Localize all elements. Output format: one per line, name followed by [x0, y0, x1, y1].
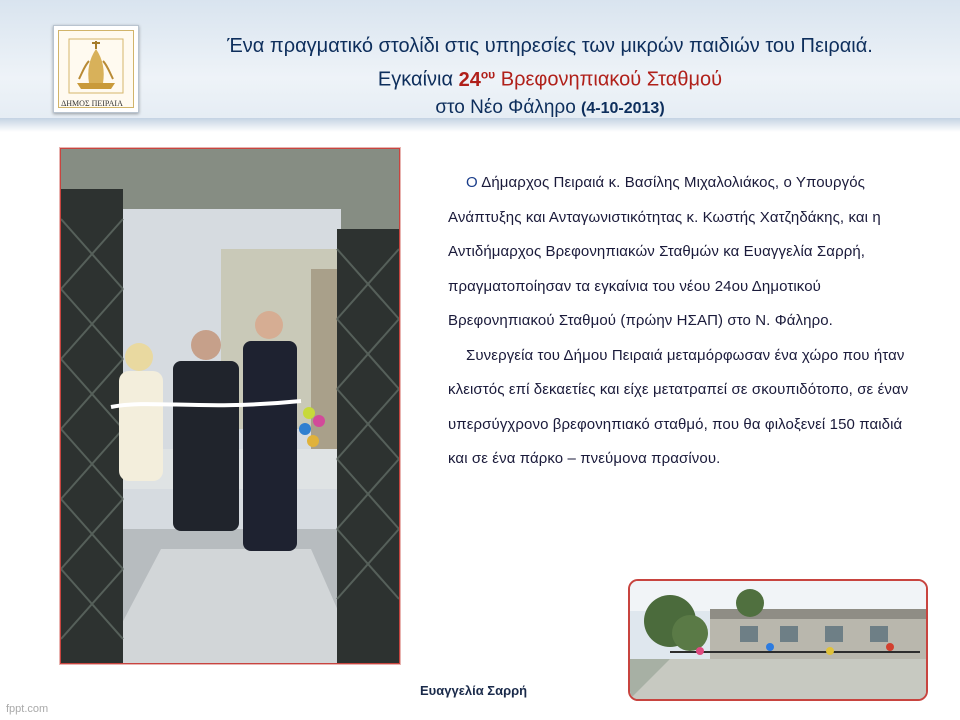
municipality-seal-icon — [58, 30, 134, 108]
title-line-2-prefix: Εγκαίνια — [377, 68, 454, 91]
paragraph-1 — [448, 166, 918, 339]
watermark: fppt.com — [6, 703, 49, 715]
photo-caption: Ευαγγελία Σαρρή — [420, 683, 528, 698]
title-line-3 — [150, 94, 950, 123]
title-line-2-number: $24^{o\upsilon}$ — [458, 67, 496, 91]
title-date: (4-10-2013) — [581, 99, 665, 117]
title-line-2-suffix: Βρεφονηπιακού Σταθμού — [500, 68, 723, 91]
title-line-1: Ένα πραγματικό στολίδι στις υπηρεσίες των μικρών παιδιών του Πειραιά. — [227, 35, 873, 57]
logo-caption: ΔΗΜΟΣ ΠΕΙΡΑΙΑ — [61, 99, 123, 108]
paragraph-2 — [448, 339, 918, 477]
ribbon-cutting-photo — [60, 148, 400, 664]
title-line-3-prefix: στο Νέο Φάληρο — [435, 96, 576, 118]
article-text — [448, 166, 918, 477]
page-title — [150, 32, 950, 123]
title-line-2 — [150, 60, 950, 94]
paragraph-1-text: Δήμαρχος Πειραιά κ. Βασίλης Μιχαλολιάκος, ο Υπουργός Ανάπτυξης και Ανταγωνιστικότητας κ. Κωστής Χατζηδάκης, και η Αντιδήμαρχος Βρεφονηπιακών Σταθμών κα Ευαγγελία Σαρρή, πραγματοποίησαν τα εγκαίνια του νέου 24ου Δημοτικού Βρεφονηπιακού Σταθμού (πρώην ΗΣΑΠ) στο Ν. Φάληρο. — [448, 174, 881, 329]
paragraph-1-lead: Ο — [466, 174, 478, 191]
municipality-logo — [53, 25, 139, 113]
building-exterior-photo — [628, 579, 928, 701]
paragraph-2-text: Συνεργεία του Δήμου Πειραιά μεταμόρφωσαν ένα χώρο που ήταν κλειστός επί δεκαετίες και είχε μετατραπεί σε σκουπιδότοπο, σε έναν υπερσύγχρονο βρεφονηπιακό σταθμό, που θα φιλοξενεί 150 παιδιά και σε ένα πάρκο – πνεύμονα πρασίνου. — [448, 346, 909, 467]
